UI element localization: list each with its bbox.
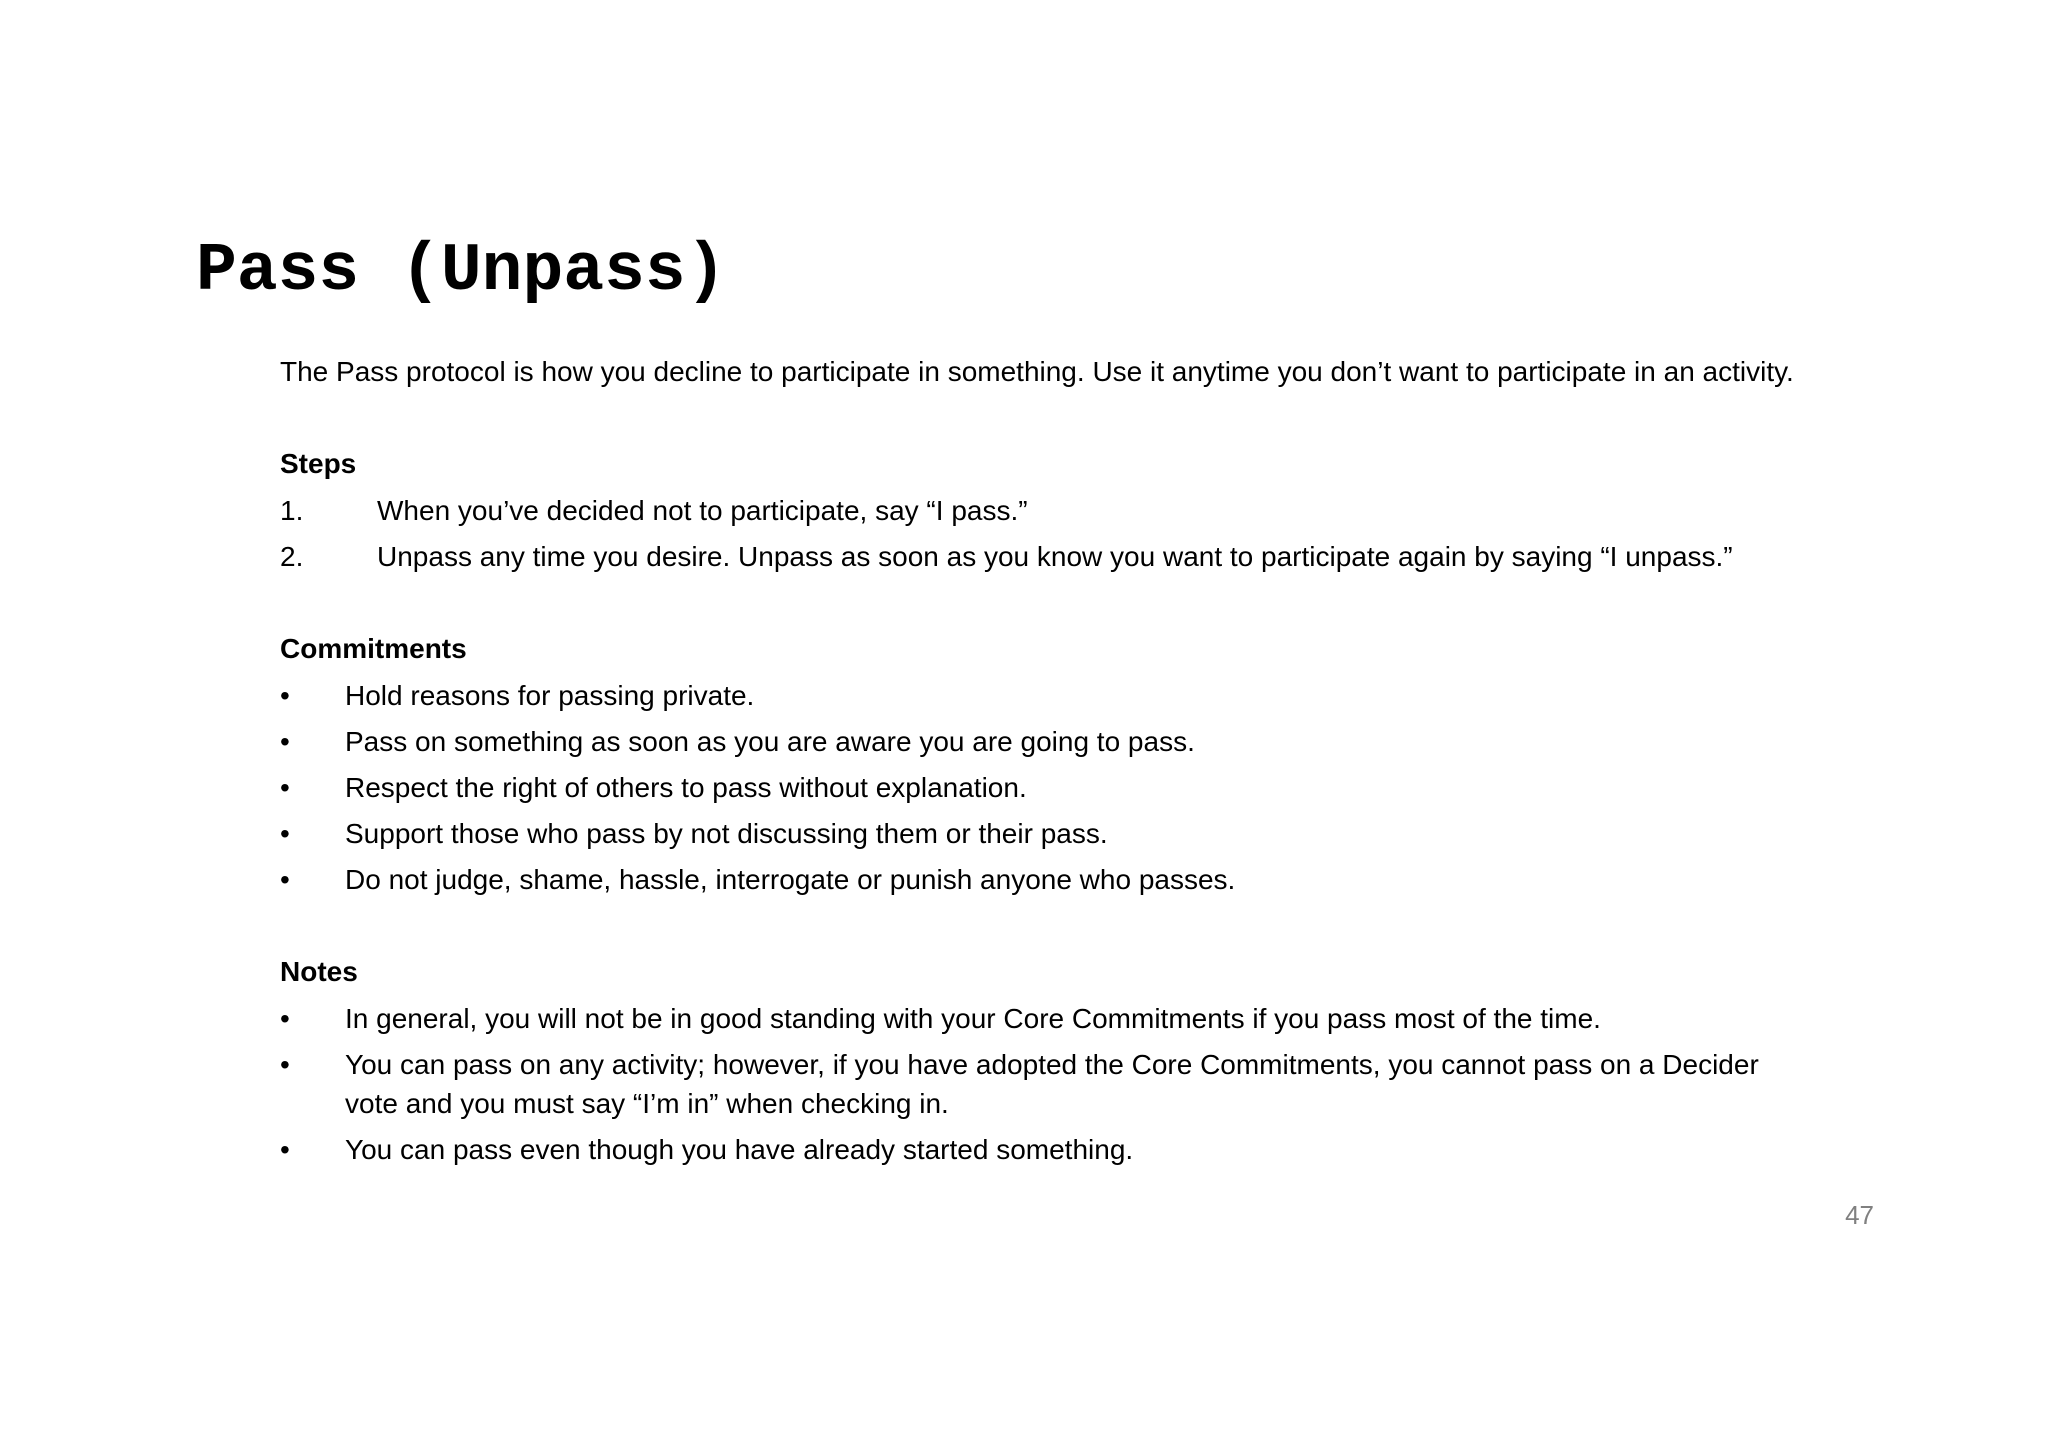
commitments-heading: Commitments xyxy=(280,633,467,664)
commitment-item xyxy=(280,722,1800,761)
page-number: 47 xyxy=(1845,1200,1874,1230)
commitment-text: Hold reasons for passing private. xyxy=(345,680,755,711)
step-item xyxy=(280,491,1800,530)
step-item xyxy=(280,537,1800,576)
steps-list xyxy=(280,491,1800,576)
commitment-text: Support those who pass by not discussing them or their pass. xyxy=(345,818,1108,849)
commitment-item xyxy=(280,676,1800,715)
commitment-item xyxy=(280,768,1800,807)
step-number: 2. xyxy=(280,541,304,572)
notes-heading: Notes xyxy=(280,956,358,987)
note-text: You can pass on any activity; however, if you have adopted the Core Commitments, you cannot pass on a Decider vote and you must say “I’m in” when checking in. xyxy=(345,1049,1759,1119)
note-text: You can pass even though you have already started something. xyxy=(345,1134,1134,1165)
step-number: 1. xyxy=(280,495,304,526)
bullet-icon: • xyxy=(280,726,290,757)
note-item xyxy=(280,1045,1800,1123)
note-item xyxy=(280,999,1800,1038)
step-text: Unpass any time you desire. Unpass as soon as you know you want to participate again by saying “I unpass.” xyxy=(377,541,1733,572)
bullet-icon: • xyxy=(280,772,290,803)
note-item xyxy=(280,1130,1800,1169)
bullet-icon: • xyxy=(280,864,290,895)
commitment-text: Pass on something as soon as you are aware you are going to pass. xyxy=(345,726,1195,757)
intro-paragraph: The Pass protocol is how you decline to participate in something. Use it anytime you don’t want to participate in an activity. xyxy=(280,356,1794,387)
slide-content xyxy=(280,352,1800,1223)
commitments-list xyxy=(280,676,1800,899)
slide-title: Pass (Unpass) xyxy=(196,233,727,310)
note-text: In general, you will not be in good standing with your Core Commitments if you pass most of the time. xyxy=(345,1003,1601,1034)
bullet-icon: • xyxy=(280,818,290,849)
bullet-icon: • xyxy=(280,1003,290,1034)
bullet-icon: • xyxy=(280,1049,290,1080)
bullet-icon: • xyxy=(280,1134,290,1165)
commitment-item xyxy=(280,860,1800,899)
commitment-text: Do not judge, shame, hassle, interrogate or punish anyone who passes. xyxy=(345,864,1236,895)
commitment-text: Respect the right of others to pass without explanation. xyxy=(345,772,1027,803)
steps-heading: Steps xyxy=(280,448,357,479)
notes-list xyxy=(280,999,1800,1169)
bullet-icon: • xyxy=(280,680,290,711)
step-text: When you’ve decided not to participate, say “I pass.” xyxy=(377,495,1028,526)
commitment-item xyxy=(280,814,1800,853)
